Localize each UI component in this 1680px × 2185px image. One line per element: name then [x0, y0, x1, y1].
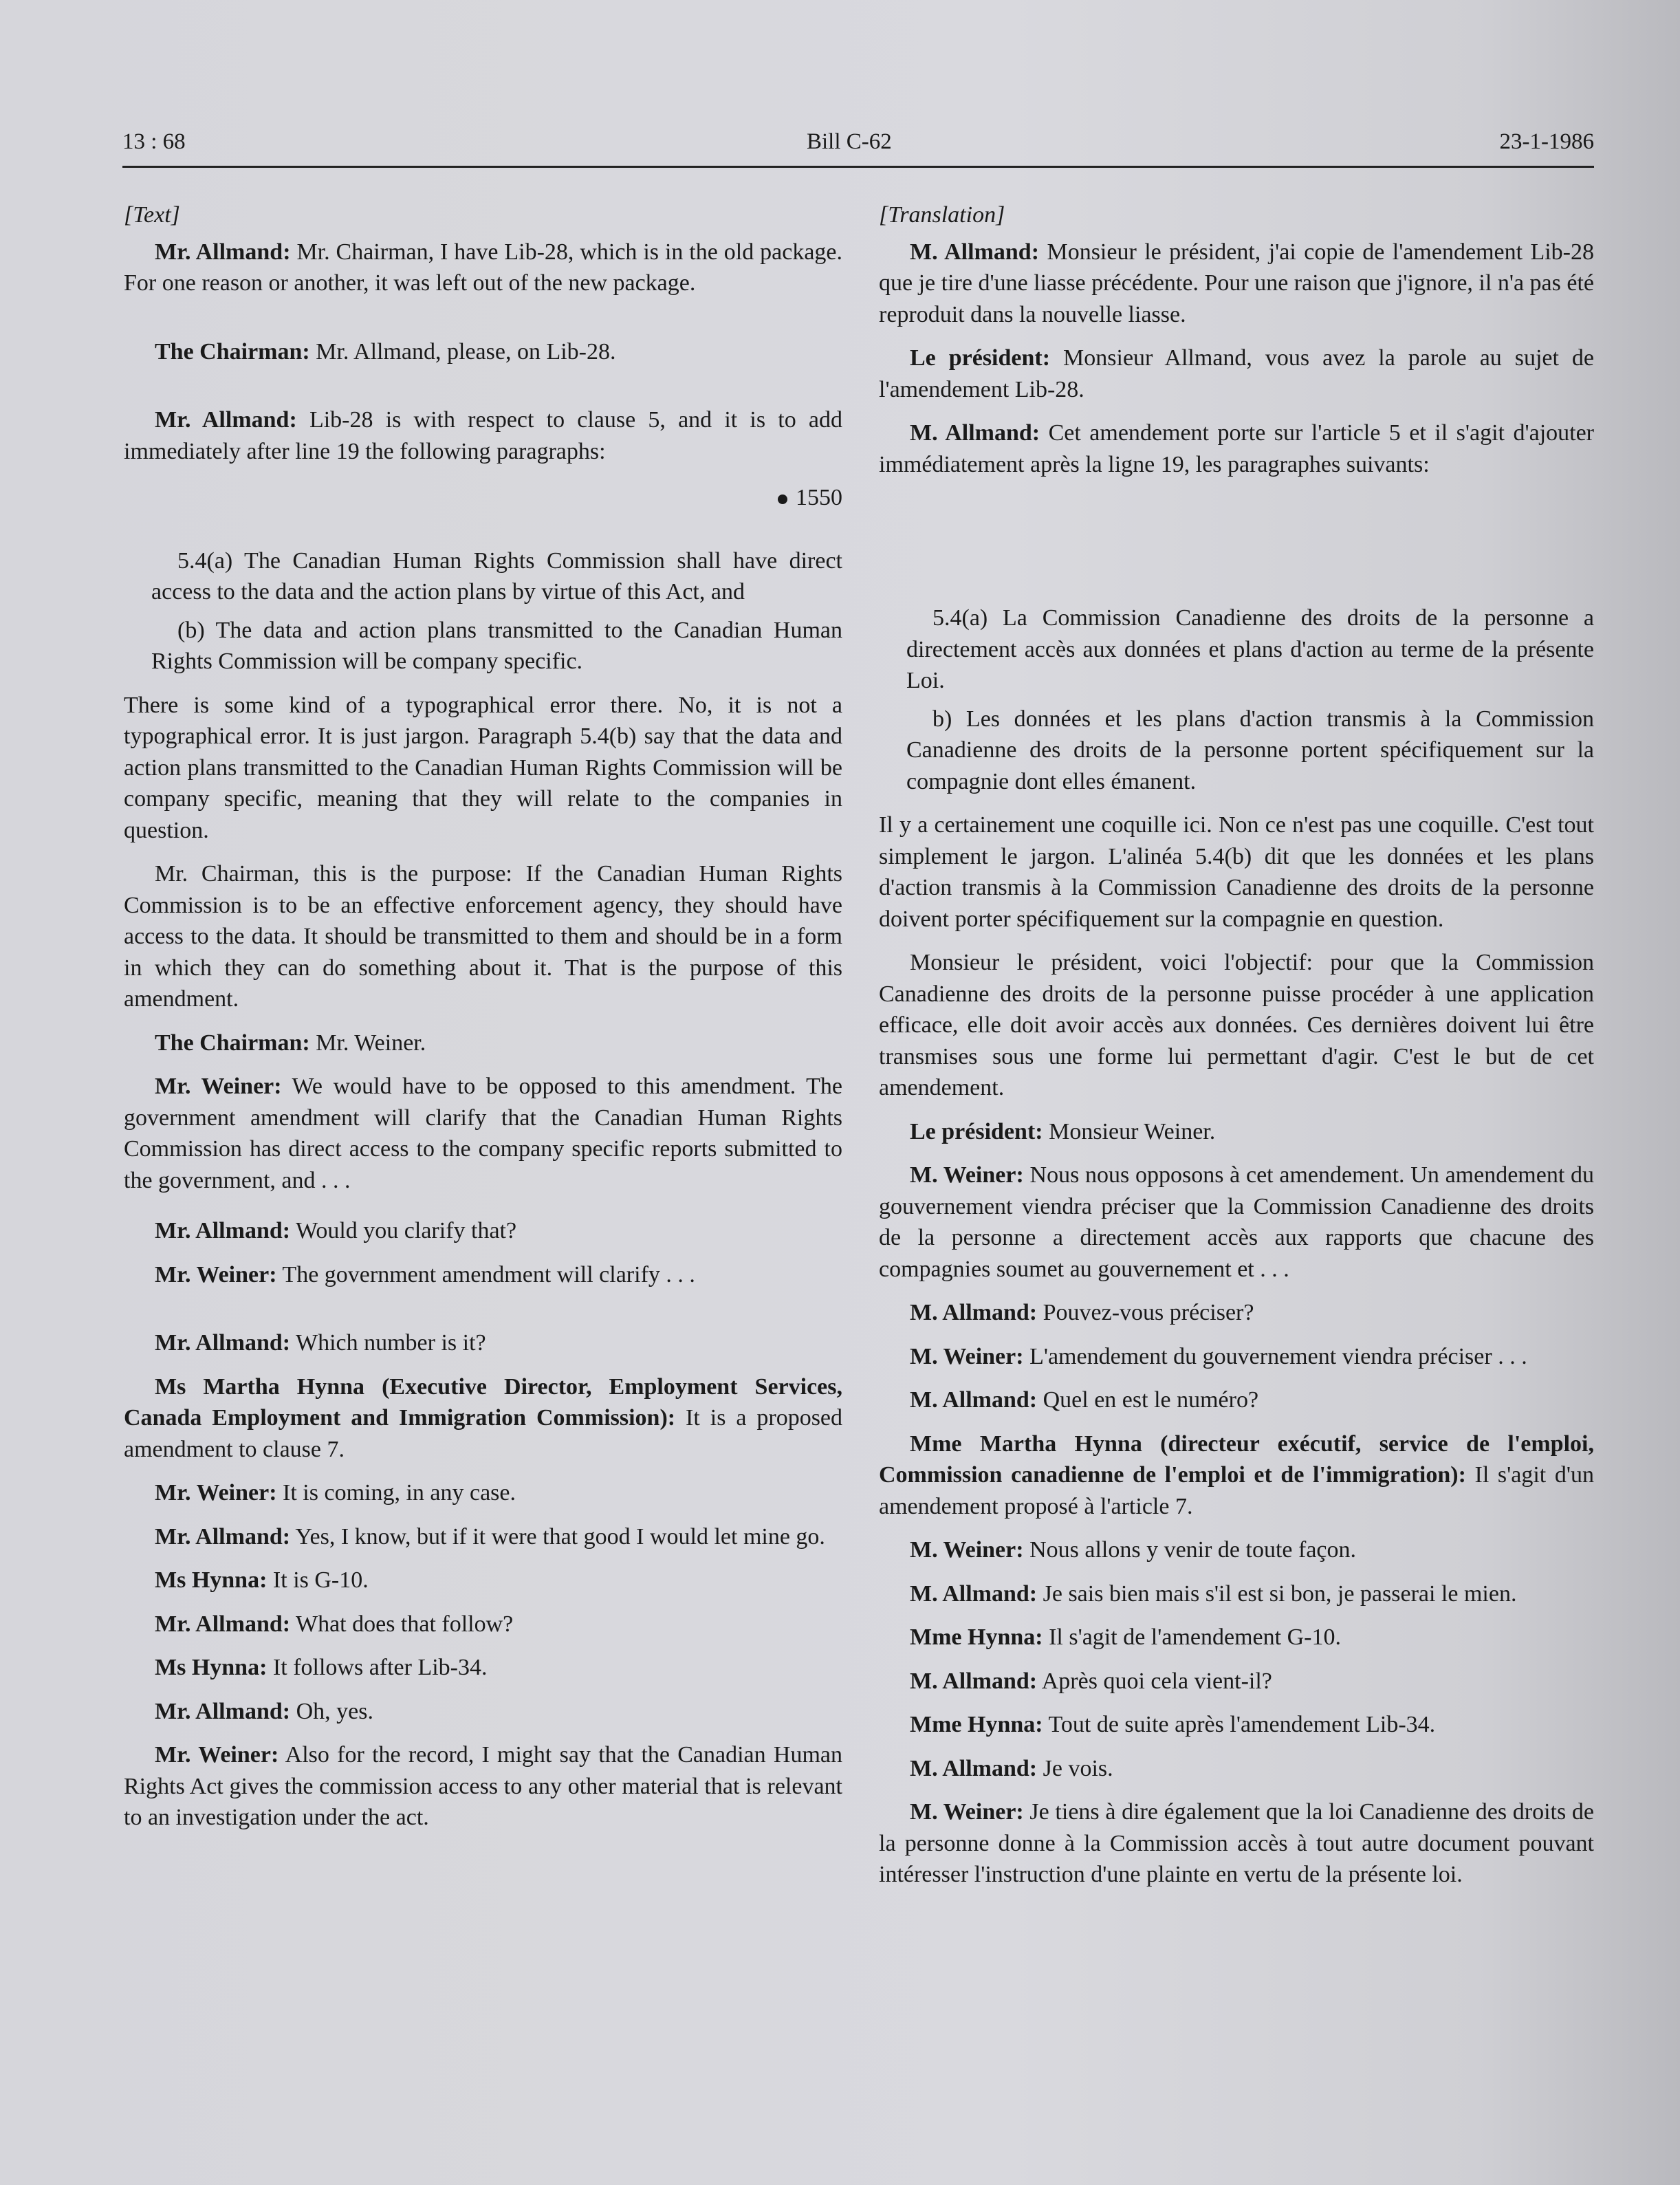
speaker: Le président: [910, 1118, 1043, 1144]
statement: Quel en est le numéro? [1043, 1387, 1259, 1413]
paragraph [879, 1116, 1594, 1148]
speaker: M. Allmand: [910, 1668, 1038, 1694]
paragraph [879, 237, 1594, 331]
page-header [122, 125, 1594, 166]
statement: It follows after Lib-34. [272, 1655, 488, 1680]
paragraph [879, 1666, 1594, 1697]
paragraph: Monsieur le président, voici l'objectif: pour que la Commission Canadienne des droits de la personne puisse procéder à une application efficace, elle doit avoir accès aux données. Ces dernières doivent lui être transmises sous une forme lui permettant d'agir. C'est le but de cet amendement. [879, 950, 1594, 1100]
french-column [879, 199, 1594, 1903]
speaker: Mr. Allmand: [155, 1218, 291, 1243]
paragraph [879, 343, 1594, 405]
statement: Il s'agit de l'amendement G-10. [1049, 1624, 1341, 1650]
paragraph [879, 1578, 1594, 1610]
statement: The government amendment will clarify . . . [282, 1261, 695, 1287]
header-rule [122, 166, 1594, 168]
paragraph [124, 1477, 842, 1509]
speaker: M. Allmand: [910, 239, 1040, 265]
paragraph [124, 1739, 842, 1834]
statement: Which number is it? [295, 1330, 486, 1356]
paragraph [124, 1371, 842, 1466]
speaker: Le président: [910, 345, 1051, 371]
amendment-quote [124, 545, 842, 677]
statement: Monsieur le président, j'ai copie de l'amendement Lib-28 que je tire d'une liasse précédente. Pour une raison que j'ignore, il n'a pas été reproduit dans la nouvelle liasse. [879, 239, 1595, 327]
paragraph [879, 1622, 1594, 1653]
paragraph [124, 1521, 842, 1553]
speaker: Mr. Weiner: [155, 1074, 282, 1099]
speaker: M. Allmand: [910, 1387, 1038, 1413]
speaker: Mme Hynna: [910, 1624, 1043, 1650]
statement: Yes, I know, but if it were that good I would let mine go. [295, 1523, 825, 1550]
speaker: Mr. Allmand: [155, 1698, 291, 1724]
statement: Pouvez-vous préciser? [1043, 1300, 1254, 1325]
english-column [124, 199, 842, 1846]
speaker: M. Weiner: [910, 1162, 1024, 1188]
quote-paragraph: 5.4(a) The Canadian Human Rights Commission shall have direct access to the data and the action plans by virtue of this Act, and [151, 547, 842, 605]
paragraph [124, 237, 842, 299]
amendment-quote [879, 602, 1594, 797]
statement: Monsieur Weiner. [1049, 1118, 1216, 1144]
bill-title: Bill C-62 [807, 129, 892, 154]
statement: Nous nous opposons à cet amendement. Un amendement du gouvernement viendra préciser que la Commission Canadienne des droits de la personne a directement accès aux rapports que chacune des compagnies soumet au gouvernement et . . . [879, 1162, 1594, 1282]
speaker: Mme Martha Hynna (directeur exécutif, service de l'emploi, Commission canadienne de l'emploi et de l'immigration): [879, 1431, 1594, 1488]
paragraph [124, 1327, 842, 1359]
paragraph [124, 1071, 842, 1196]
paragraph [879, 1297, 1594, 1329]
statement: Mr. Weiner. [316, 1030, 426, 1056]
statement: Mr. Allmand, please, on Lib-28. [316, 338, 616, 365]
paragraph [124, 1028, 842, 1059]
paragraph [879, 1796, 1594, 1891]
speaker: Mr. Weiner: [155, 1261, 277, 1287]
quote-paragraph: (b) The data and action plans transmitted to the Canadian Human Rights Commission will be company specific. [151, 617, 842, 674]
paragraph [879, 1160, 1594, 1285]
paragraph [124, 1259, 842, 1291]
speaker: M. Weiner: [910, 1799, 1024, 1825]
time-marker: 1550 [124, 482, 842, 514]
statement: Tout de suite après l'amendement Lib-34. [1048, 1712, 1436, 1737]
speaker: The Chairman: [155, 338, 310, 365]
statement: It is a proposed amendment to clause 7. [124, 1405, 843, 1462]
speaker: The Chairman: [155, 1030, 310, 1056]
speaker: Mr. Allmand: [155, 1523, 291, 1550]
speaker: M. Allmand: [910, 1755, 1038, 1781]
text-label: [Text] [124, 202, 180, 228]
paragraph [879, 1753, 1594, 1785]
statement: Après quoi cela vient-il? [1041, 1668, 1272, 1694]
paragraph [124, 1215, 842, 1247]
page-date: 23-1-1986 [1499, 129, 1594, 154]
statement: It is coming, in any case. [283, 1480, 516, 1505]
paragraph [124, 336, 842, 368]
statement: We would have to be opposed to this amendment. The government amendment will clarify that the Canadian Human Rights Commission has direct access to the company specific reports submitted to the government, and . . . [124, 1074, 842, 1193]
speaker: Mr. Allmand: [155, 1330, 291, 1356]
statement: Je vois. [1043, 1755, 1113, 1781]
paragraph [124, 1652, 842, 1684]
statement: Il s'agit d'un amendement proposé à l'article 7. [879, 1462, 1594, 1519]
speaker: Mr. Allmand: [155, 239, 291, 265]
paragraph: Il y a certainement une coquille ici. Non ce n'est pas une coquille. C'est tout simplement le jargon. L'alinéa 5.4(b) dit que les données et les plans d'action transmis à la Commission Canadienne des droits de la personne doivent porter spécifiquement sur la compagnie en question. [879, 812, 1594, 932]
speaker: Mr. Weiner: [155, 1742, 279, 1768]
speaker: Mr. Allmand: [155, 407, 297, 433]
speaker: Ms Martha Hynna (Executive Director, Employment Services, Canada Employment and Immigration Commission): [124, 1373, 842, 1431]
translation-label: [Translation] [879, 202, 1005, 228]
speaker: Ms Hynna: [155, 1567, 268, 1593]
statement: Also for the record, I might say that the Canadian Human Rights Act gives the commission access to any other material that is relevant to an investigation under the act. [124, 1742, 842, 1830]
paragraph [879, 1341, 1594, 1373]
speaker: M. Weiner: [910, 1537, 1024, 1563]
statement: Je sais bien mais s'il est si bon, je passerai le mien. [1043, 1580, 1517, 1607]
paragraph [124, 1609, 842, 1640]
paragraph [879, 417, 1594, 480]
statement: Monsieur Allmand, vous avez la parole au sujet de l'amendement Lib-28. [879, 345, 1595, 402]
speaker: Mr. Weiner: [155, 1480, 277, 1505]
statement: L'amendement du gouvernement viendra préciser . . . [1029, 1343, 1527, 1369]
speaker: Mr. Allmand: [155, 1611, 291, 1637]
statement: Je tiens à dire également que la loi Canadienne des droits de la personne donne à la Commission accès à tout autre document pouvant intéresser l'instruction d'une plainte en vertu de la présente loi. [879, 1799, 1594, 1887]
paragraph [124, 1565, 842, 1596]
paragraph [124, 404, 842, 467]
statement: Cet amendement porte sur l'article 5 et il s'agit d'ajouter immédiatement après la ligne 19, les paragraphes suivants: [879, 420, 1595, 477]
paragraph [879, 1428, 1594, 1523]
quote-paragraph: b) Les données et les plans d'action transmis à la Commission Canadienne des droits de la personne portent spécifiquement sur la compagnie dont elles émanent. [906, 706, 1594, 794]
statement: Lib-28 is with respect to clause 5, and it is to add immediately after line 19 the following paragraphs: [124, 407, 843, 464]
speaker: Ms Hynna: [155, 1655, 268, 1680]
speaker: Mme Hynna: [910, 1712, 1043, 1737]
paragraph: Mr. Chairman, this is the purpose: If the Canadian Human Rights Commission is to be an effective enforcement agency, they should have access to the data. It should be transmitted to them and should be in a form in which they can do something about it. That is the purpose of this amendment. [124, 861, 842, 1012]
statement: Mr. Chairman, I have Lib-28, which is in the old package. For one reason or another, it was left out of the new package. [124, 239, 842, 296]
paragraph [124, 1696, 842, 1728]
speaker: M. Allmand: [910, 1580, 1038, 1607]
statement: Would you clarify that? [295, 1218, 517, 1243]
paragraph [879, 1384, 1594, 1416]
speaker: M. Allmand: [910, 1300, 1038, 1325]
paragraph [879, 1709, 1594, 1741]
quote-paragraph: 5.4(a) La Commission Canadienne des droits de la personne a directement accès aux données et plans d'action au terme de la présente Loi. [906, 605, 1594, 693]
statement: Nous allons y venir de toute façon. [1029, 1537, 1356, 1563]
bullet-icon [778, 494, 787, 504]
speaker: M. Weiner: [910, 1343, 1024, 1369]
statement: Oh, yes. [296, 1698, 373, 1724]
paragraph [879, 1534, 1594, 1566]
speaker: M. Allmand: [910, 420, 1040, 446]
page-number: 13 : 68 [122, 129, 186, 154]
statement: It is G-10. [272, 1567, 369, 1593]
statement: What does that follow? [295, 1611, 514, 1637]
paragraph: There is some kind of a typographical error there. No, it is not a typographical error. It is just jargon. Paragraph 5.4(b) say that the data and action plans transmitted to the Canadian Human Rights Commission will be company specific, meaning that they will relate to the companies in question. [124, 692, 842, 843]
